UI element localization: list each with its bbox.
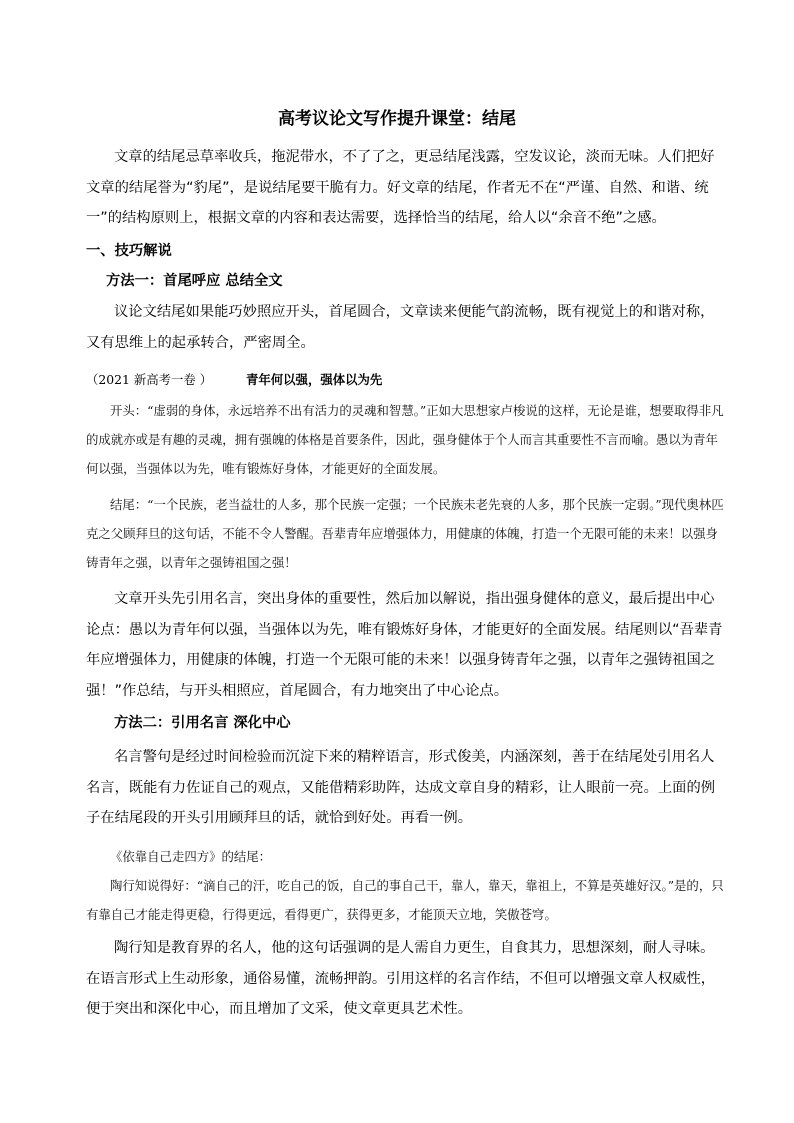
- intro-paragraph: [86, 142, 724, 234]
- method1-heading: 方法一：首尾呼应 总结全文: [106, 273, 283, 289]
- analysis1-paragraph: [86, 584, 724, 706]
- example2-quote-text: 陶行知说得好：“滴自己的汗，吃自己的饭，自己的事自己干，靠人，靠天，靠祖上，不算是英雄好汉。”是的，只有靠自己才能走得更稳，行得更远，看得更广，获得更多，才能顶天立地，笑傲苍穹。: [86, 878, 724, 922]
- example2-label-text: 《依靠自己走四方》的结尾：: [110, 849, 272, 864]
- example1-ending: [86, 490, 724, 577]
- section-heading: 一、技巧解说: [86, 243, 172, 259]
- analysis2-text: 陶行知是教育界的名人，他的这句话强调的是人需自力更生，自食其力，思想深刻，耐人寻味。在语言形式上生动形象，通俗易懂，流畅押韵。引用这样的名言作结，不但可以增强文章人权威性，便于突出和深化中心，而且增加了文采，使文章更具艺术性。: [86, 940, 716, 1018]
- method1-text: 议论文结尾如果能巧妙照应开头，首尾圆合，文章读来便能气韵流畅，既有视觉上的和谐对称，又有思维上的起承转合，严密周全。: [86, 304, 715, 351]
- example1-opening-text: 开头：“虚弱的身体，永远培养不出有活力的灵魂和智慧。”正如大思想家卢梭说的这样，无论是谁，想要取得非凡的成就亦或是有趣的灵魂，拥有强魄的体格是首要条件，因此，强身健体于个人而言其重要性不言而喻。愚以为青年何以强，当强体以为先，唯有锻炼好身体，才能更好的全面发展。: [86, 403, 724, 476]
- method1-paragraph: [86, 297, 724, 358]
- analysis2-paragraph: [86, 933, 724, 1025]
- example1-ending-text: 结尾：“一个民族，老当益壮的人多，那个民族一定强；一个民族未老先衰的人多，那个民族一定弱。”现代奥林匹克之父顾拜旦的这句话，不能不令人警醒。吾辈青年应增强体力，用健康的体魄，打造一个无限可能的未来！以强身铸青年之强，以青年之强铸祖国之强！: [86, 497, 724, 570]
- example2-quote: [86, 871, 724, 929]
- method2-heading: 方法二：引用名言 深化中心: [114, 715, 291, 731]
- method2-text: 名言警句是经过时间检验而沉淀下来的精粹语言，形式俊美，内涵深刻，善于在结尾处引用名人名言，既能有力佐证自己的观点，又能借精彩助阵，达成文章自身的精彩，让人眼前一亮。上面的例子在结尾段的开头引用顾拜旦的话，就恰到好处。再看一例。: [86, 749, 716, 827]
- example2-label: [86, 842, 724, 871]
- page-title: 高考议论文写作提升课堂：结尾: [278, 109, 516, 129]
- example1-opening: [86, 396, 724, 483]
- example1-source: （2021 新高考一卷 ）: [86, 372, 213, 387]
- intro-text: 文章的结尾忌草率收兵，拖泥带水，不了了之，更忌结尾浅露，空发议论，淡而无味。人们把好文章的结尾誉为“豹尾”，是说结尾要干脆有力。好文章的结尾，作者无不在“严谨、自然、和谐、统一”的结构原则上，根据文章的内容和表达需要，选择恰当的结尾，给人以“余音不绝”之感。: [86, 149, 715, 227]
- analysis1-text: 文章开头先引用名言，突出身体的重要性，然后加以解说，指出强身健体的意义，最后提出中心论点：愚以为青年何以强，当强体以为先，唯有锻炼好身体，才能更好的全面发展。结尾则以“吾辈青年应增强体力，用健康的体魄，打造一个无限可能的未来！以强身铸青年之强，以青年之强铸祖国之强！”作总结，与开头相照应，首尾圆合，有力地突出了中心论点。: [86, 591, 723, 699]
- method2-paragraph: [86, 742, 724, 834]
- example1-title: 青年何以强，强体以为先: [246, 372, 383, 387]
